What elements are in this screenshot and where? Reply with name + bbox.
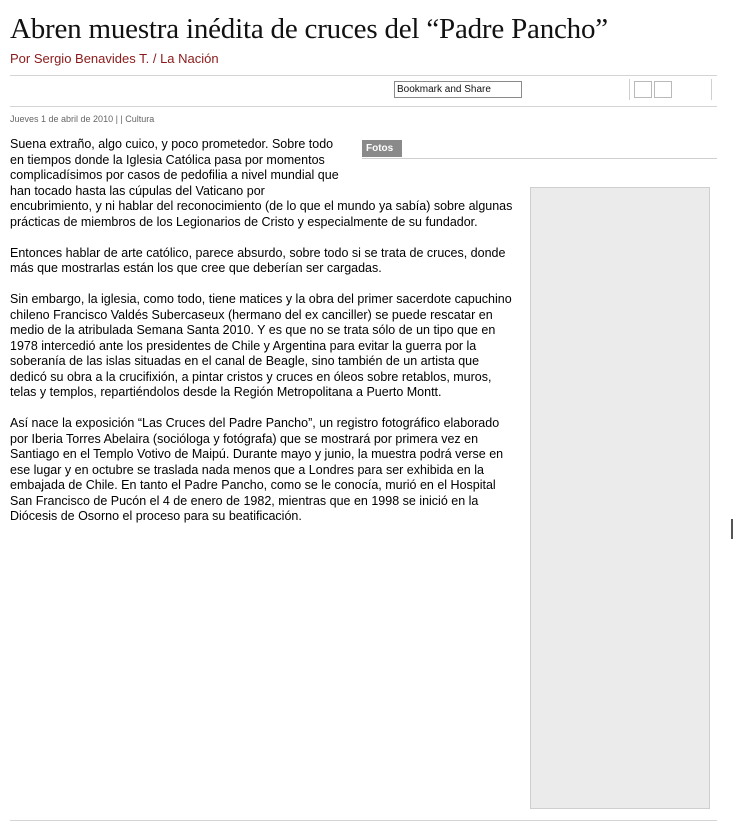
article-body [10, 137, 518, 540]
article-paragraph: Suena extraño, algo cuico, y poco prometedor. Sobre todo en tiempos donde la Iglesia Católica pasa por momentos complicadísimos por casos de pedofilia a nivel mundial que han tocado hasta las cúpulas del Vaticano por encubrimiento, y ni hablar del reconocimiento (de lo que el mundo ya sabía) sobre algunas prácticas de miembros de los Legionarios de Cristo y especialmente de su fundador. [10, 137, 513, 229]
article-paragraph: Sin embargo, la iglesia, como todo, tiene matices y la obra del primer sacerdote capuchino chileno Francisco Valdés Subercaseux (hermano del ex canciller) se puede rescatar en medio de la atribulada Semana Santa 2010. Y es que no se trata sólo de un tipo que en 1978 intercedió ante los presidentes de Chile y Argentina para evitar la guerra por la soberanía de las islas situadas en el canal de Beagle, sino también de un artista que dedicó su obra a la crucifixión, a pintar cristos y cruces en óleos sobre retablos, muros, telas y templos, repartiéndolos desde la Región Metropolitana a Puerto Montt. [10, 292, 512, 399]
toolbar-divider [10, 106, 717, 107]
top-divider [10, 75, 717, 76]
print-icon[interactable] [654, 81, 672, 98]
article-title: Abren muestra inédita de cruces del “Padre Pancho” [10, 13, 608, 45]
bookmark-and-share-button[interactable]: Bookmark and Share [394, 81, 522, 98]
toolbar-separator [629, 79, 630, 100]
article-date-line: Jueves 1 de abril de 2010 | | Cultura [10, 114, 155, 124]
article-paragraph: Así nace la exposición “Las Cruces del Padre Pancho”, un registro fotográfico elaborado por Iberia Torres Abelaira (socióloga y fotógrafa) que se mostrará por primera vez en Santiago en el Templo Votivo de Maipú. Durante mayo y junio, la muestra podrá verse en ese lugar y en octubre se traslada nada menos que a Londres para ser exhibida en la embajada de Chile. En tanto el Padre Pancho, como se le conocía, murió en el Hospital San Francisco de Pucón el 4 de enero de 1982, mientras que en 1998 se inició en la Diócesis de Osorno el proceso para su beatificación. [10, 416, 504, 523]
toolbar-separator [711, 79, 712, 100]
article-byline: Por Sergio Benavides T. / La Nación [10, 51, 219, 66]
photo-tab-spacer [348, 137, 518, 185]
bottom-divider [10, 820, 717, 821]
fotos-tab[interactable]: Fotos [362, 140, 402, 157]
photo-gallery-box [530, 187, 710, 809]
article-paragraph: Entonces hablar de arte católico, parece absurdo, sobre todo si se trata de cruces, donde más que mostrarlas están los que cree que deberían ser cargadas. [10, 245, 506, 275]
share-icon[interactable] [634, 81, 652, 98]
